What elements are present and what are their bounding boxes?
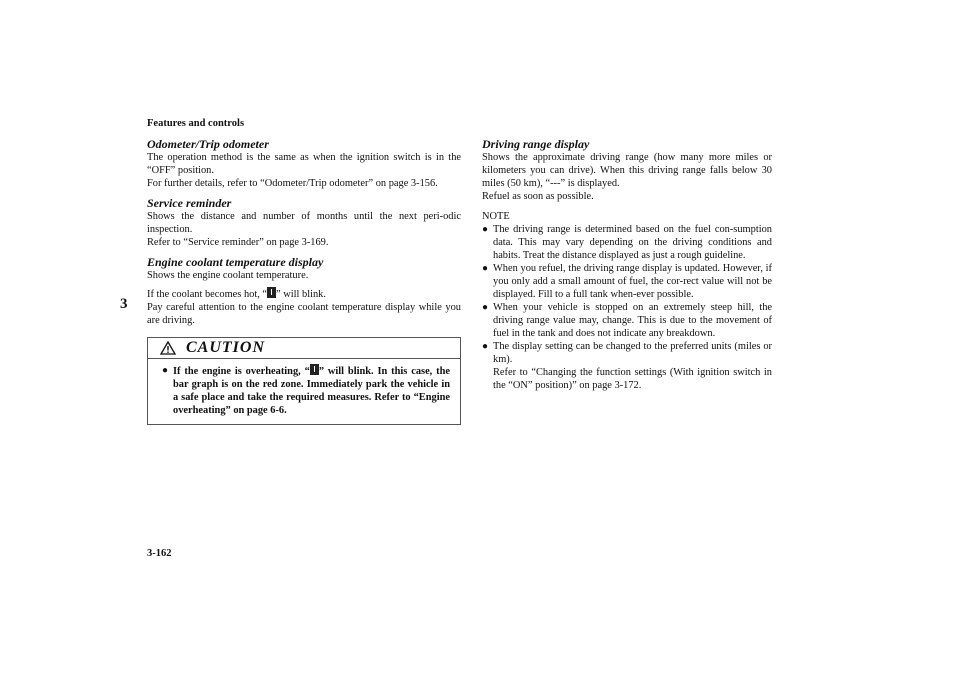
caution-header xyxy=(148,338,460,359)
coolant-heading: Engine coolant temperature display xyxy=(147,255,324,269)
note-reference-text: Refer to “Changing the function settings (With ignition switch in the “ON” position)” on page 3-172. xyxy=(493,367,772,391)
range-section xyxy=(482,138,772,203)
coolant-blink-text: If the coolant becomes hot, “ ” will blink. xyxy=(147,289,326,300)
coolant-section xyxy=(147,256,461,327)
note-item: ● The driving range is determined based on the fuel con-sumption data. This may vary depending on the driving conditions and habits. Treat the distance displayed as just a rough guideline. xyxy=(482,224,772,261)
note-item: ● When you refuel, the driving range display is updated. However, if you only add a small amount of fuel, the cor-rect value will not be displayed. Fill to a full tank when-ever possible. xyxy=(482,263,772,300)
filled-circle-bullet-icon: ● xyxy=(482,341,489,352)
odometer-text: The operation method is the same as when the ignition switch is in the “OFF” position. xyxy=(147,152,461,176)
coolant-temperature-icon xyxy=(267,287,276,298)
filled-circle-bullet-icon: ● xyxy=(482,302,489,313)
chapter-number: 3 xyxy=(120,296,128,312)
coolant-temperature-icon xyxy=(310,364,319,375)
note-list xyxy=(482,223,772,392)
range-heading: Driving range display xyxy=(482,137,590,151)
service-heading: Service reminder xyxy=(147,196,232,210)
warning-triangle-icon xyxy=(160,341,176,355)
service-reference: Refer to “Service reminder” on page 3-169. xyxy=(147,237,329,248)
service-text: Shows the distance and number of months until the next peri-odic inspection. xyxy=(147,211,461,235)
caution-title: CAUTION xyxy=(186,339,266,356)
filled-circle-bullet-icon: ● xyxy=(482,263,489,274)
odometer-heading: Odometer/Trip odometer xyxy=(147,137,269,151)
note-item: ● When your vehicle is stopped on an extremely steep hill, the driving range value may, change. This is due to the movement of fuel in the tank and does not indicate any breakdown. xyxy=(482,302,772,339)
caution-text: If the engine is overheating, “ ” will blink. In this case, the bar graph is on the red zone. Immediately park the vehicle in a safe place and take the required measures. Refer to “Engine overheating” on page 6-6. xyxy=(173,366,450,416)
range-text: Shows the approximate driving range (how many more miles or kilometers you can drive). When this driving range falls below 30 miles (50 km), “---” is displayed. xyxy=(482,152,772,189)
page-number: 3-162 xyxy=(147,548,172,559)
caution-box xyxy=(147,337,461,425)
odometer-reference: For further details, refer to “Odometer/Trip odometer” on page 3-156. xyxy=(147,178,438,189)
section-header: Features and controls xyxy=(147,118,245,129)
service-section xyxy=(147,197,461,249)
note-item xyxy=(482,340,772,392)
note-label: NOTE xyxy=(482,211,510,222)
filled-circle-bullet-icon: ● xyxy=(482,224,489,235)
range-refuel-text: Refuel as soon as possible. xyxy=(482,191,594,202)
caution-body xyxy=(148,359,460,424)
note-units-text: The display setting can be changed to the preferred units (miles or km). xyxy=(493,341,772,365)
odometer-section xyxy=(147,138,461,190)
left-column xyxy=(147,138,461,425)
coolant-text: Shows the engine coolant temperature. xyxy=(147,270,309,281)
coolant-attention-text: Pay careful attention to the engine coolant temperature display while you are driving. xyxy=(147,302,461,326)
filled-circle-bullet-icon: ● xyxy=(162,365,169,376)
right-column xyxy=(482,138,772,392)
